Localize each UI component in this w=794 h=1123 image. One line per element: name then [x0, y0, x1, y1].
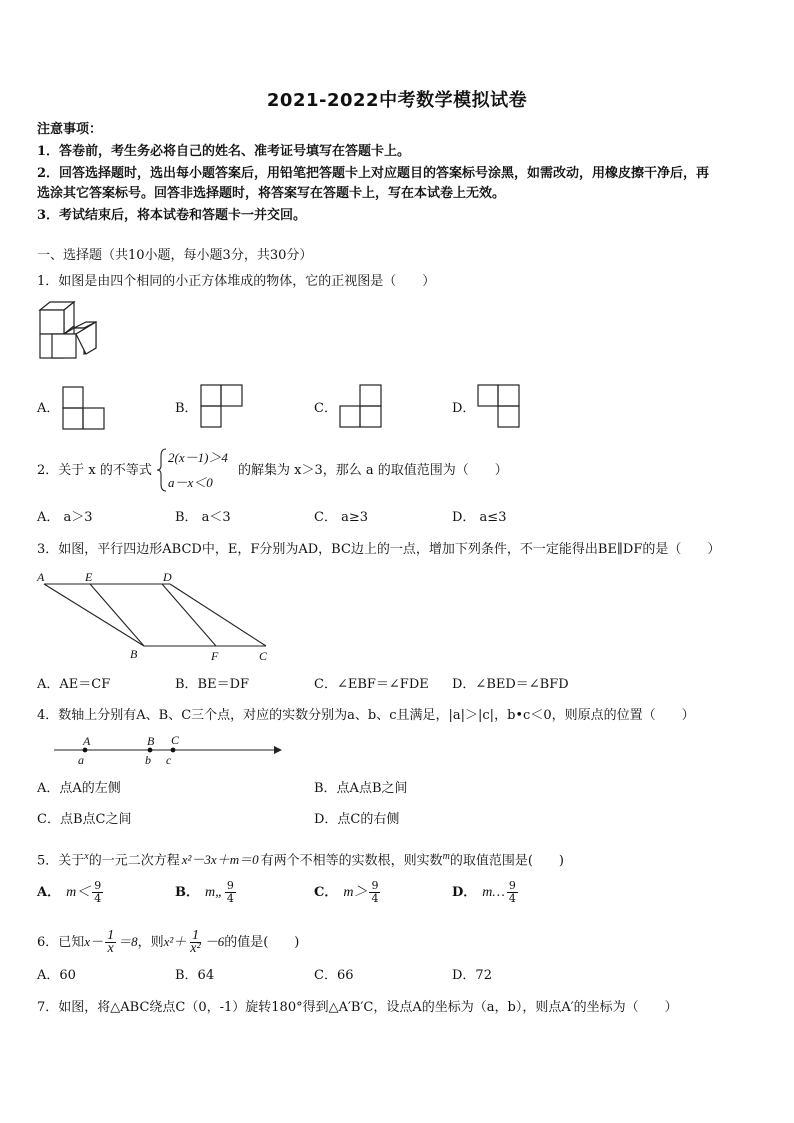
q1-option-d-label: D．: [452, 401, 476, 416]
q6-option-b: B．64: [175, 968, 215, 983]
q1-option-b-figure: [200, 384, 244, 428]
q5-option-c-lhs: m＞: [343, 885, 368, 900]
q5-option-d-label: D．: [452, 885, 477, 900]
q6-option-c: C．66: [314, 968, 354, 983]
q2-option-c: C． a≥3: [314, 510, 368, 525]
q4-number-line-figure: [52, 732, 282, 770]
q3-stem: 3．如图，平行四边形ABCD中，E，F分别为AD，BC边上的一点，增加下列条件，不一定能得出BE∥DF的是（ ）: [37, 542, 721, 557]
q4-label-upper-b: B: [147, 734, 155, 748]
q2-stem-post: 的解集为 x＞3，那么 a 的取值范围为（ ）: [238, 463, 508, 478]
q6-stem-post: 的值是( ): [224, 935, 300, 950]
q3-option-b: B．BE＝DF: [175, 677, 250, 692]
q4-label-lower-b: b: [145, 753, 151, 767]
section-heading: 一、选择题（共10小题，每小题3分，共30分）: [37, 248, 313, 263]
q6-given-fraction: $\frac{1}{x}$: [107, 928, 115, 956]
q3-label-d: D: [163, 570, 172, 584]
q3-label-f: F: [211, 649, 219, 663]
q5-option-c-label: C．: [314, 885, 338, 900]
q4-option-a: A．点A的左侧: [37, 781, 121, 796]
q2-option-a: A． a＞3: [37, 510, 93, 525]
notice-item-2-cont: 选涂其它答案标号。回答非选择题时，将答案写在答题卡上，写在本试卷上无效。: [37, 186, 506, 201]
q2-inequality-1: 2(x－1)＞4: [168, 450, 228, 465]
q4-option-c: C．点B点C之间: [37, 812, 132, 827]
q2-option-b: B． a＜3: [175, 510, 231, 525]
q5-var-m: m: [442, 851, 450, 862]
q6-option-a: A．60: [37, 968, 76, 983]
q1-option-a-figure: [62, 386, 106, 430]
q5-option-a-label: A．: [37, 885, 61, 900]
q3-label-b: B: [130, 647, 138, 661]
q5-option-a-lhs: m＜: [66, 885, 91, 900]
q6-option-d: D．72: [452, 968, 492, 983]
q1-option-b-label: B．: [175, 401, 198, 416]
q6-stem-mid: ，则: [137, 935, 164, 950]
q2-stem-pre: 2．关于 x 的不等式: [37, 463, 152, 478]
q5-stem: [37, 848, 564, 870]
q3-label-e: E: [85, 570, 93, 584]
notice-item-1: 1．答卷前，考生务必将自己的姓名、准考证号填写在答题卡上。: [37, 144, 411, 159]
q3-option-d: D．∠BED＝∠BFD: [452, 677, 569, 692]
q5-equation: x²－3x＋m＝0: [181, 852, 259, 868]
q2-inequality-2: a－x＜0: [168, 475, 213, 490]
notice-heading: 注意事项：: [37, 122, 103, 137]
q4-option-d: D．点C的右侧: [314, 812, 400, 827]
q5-stem-mid2: 有两个不相等的实数根，则实数: [260, 853, 443, 869]
q5-option-d-fraction: $\frac{9}{4}$: [508, 879, 516, 905]
q5-option-a-fraction: $\frac{9}{4}$: [94, 879, 102, 905]
q4-label-upper-c: C: [171, 733, 180, 747]
q5-var-x: x: [84, 851, 89, 862]
q4-label-lower-a: a: [78, 753, 84, 767]
q5-option-b: [175, 880, 238, 905]
q5-option-b-label: B．: [175, 885, 199, 900]
q4-label-upper-a: A: [83, 734, 91, 748]
notice-item-2: 2．回答选择题时，选出每小题答案后，用铅笔把答题卡上对应题目的答案标号涂黑，如需改动，用橡皮擦干净后，再: [37, 166, 710, 181]
page-title: 2021-2022中考数学模拟试卷: [266, 90, 528, 111]
q5-option-c-fraction: $\frac{9}{4}$: [371, 879, 379, 905]
q2-option-d: D． a≤3: [452, 510, 507, 525]
q6-given-lhs: x－: [84, 934, 104, 949]
q5-stem-post: 的取值范围是( ): [449, 853, 564, 869]
q3-parallelogram-figure: [34, 570, 278, 664]
q7-stem: 7．如图，将△ABC绕点C（0，-1）旋转180°得到△A′B′C，设点A的坐标为（a，b），则点A′的坐标为（ ）: [37, 1000, 678, 1015]
q5-stem-pre: 5．关于: [37, 853, 85, 869]
q6-stem-pre: 6．已知: [37, 935, 85, 950]
q4-label-lower-c: c: [166, 753, 172, 767]
q5-option-d-lhs: m…: [482, 885, 505, 900]
q3-label-a: A: [37, 570, 45, 584]
q1-option-c-label: C．: [314, 401, 337, 416]
q5-option-d: [452, 880, 520, 905]
q5-option-a: [37, 880, 105, 905]
q5-stem-mid: 的一元二次方程: [88, 853, 180, 869]
q5-option-b-fraction: $\frac{9}{4}$: [226, 879, 234, 905]
q6-expr-fraction: $\frac{1}{\text{x²}}$: [190, 928, 201, 956]
q6-given-rhs: ＝8: [118, 934, 138, 949]
q3-option-c: C．∠EBF＝∠FDE: [314, 677, 429, 692]
q4-stem: 4．数轴上分别有A、B、C三个点，对应的实数分别为a、b、c且满足，|a|＞|c|，b•c＜0，则原点的位置（ ）: [37, 708, 695, 723]
q3-label-c: C: [259, 649, 268, 663]
q6-stem: [37, 929, 299, 956]
q6-expr-lhs: x²＋: [163, 934, 187, 949]
q4-option-b: B．点A点B之间: [314, 781, 408, 796]
q1-option-c-figure: [339, 384, 383, 428]
q2-brace: [157, 448, 167, 492]
q1-cube-figure: [38, 300, 100, 362]
q1-option-d-figure: [477, 384, 521, 428]
notice-item-3: 3．考试结束后，将本试卷和答题卡一并交回。: [37, 208, 307, 223]
q1-stem: 1．如图是由四个相同的小正方体堆成的物体，它的正视图是（ ）: [37, 274, 436, 289]
q6-expr-rhs: －6: [204, 934, 225, 949]
q1-option-a-label: A．: [37, 401, 60, 416]
q5-option-b-lhs: m„: [205, 885, 223, 900]
q5-option-c: [314, 880, 382, 905]
q3-option-a: A．AE＝CF: [37, 677, 111, 692]
